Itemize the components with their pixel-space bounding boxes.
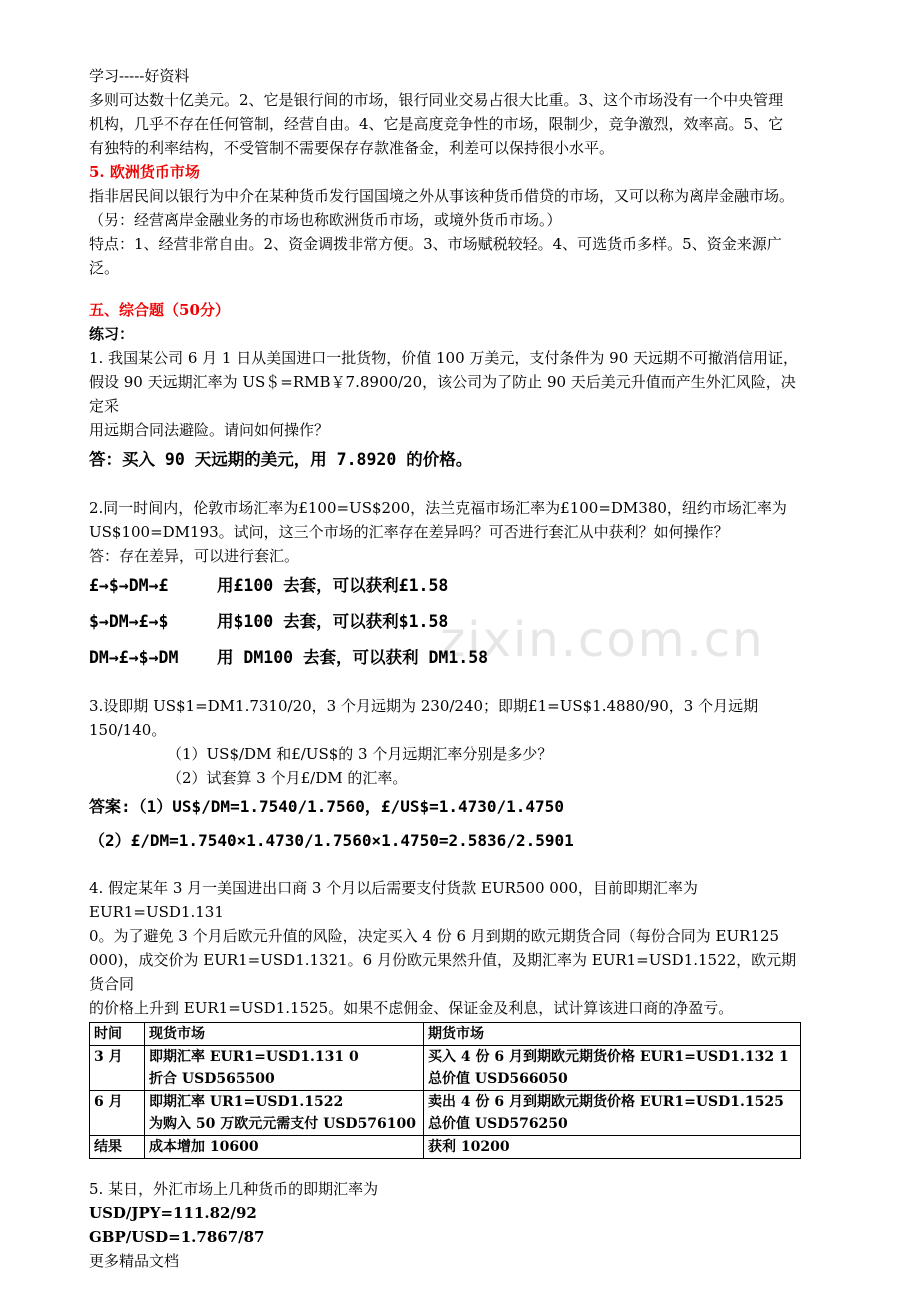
sec5-line: （另：经营离岸金融业务的市场也称欧洲货币市场，或境外货币市场。） [89, 211, 562, 229]
q2-line: 2.同一时间内，伦敦市场汇率为£100=US$200，法兰克福市场汇率为£100=DM380，纽约市场汇率为 [89, 499, 787, 517]
q3-answer: 答案:（1）US$/DM=1.7540/1.7560，£/US$=1.4730/1.4750 [89, 797, 564, 816]
table-row [90, 1091, 801, 1136]
table-header-row [90, 1023, 801, 1046]
arbitrage-route [89, 568, 801, 604]
q3-sub: （2）试套算 3 个月£/DM 的汇率。 [167, 769, 408, 787]
table-header: 现货市场 [145, 1023, 424, 1046]
arbitrage-route [89, 640, 801, 676]
route-desc: 用$100 去套，可以获利$1.58 [217, 612, 449, 631]
q3-line: 3.设即期 US$1=DM1.7310/20，3 个月远期为 230/240；即期£1=US$1.4880/90，3 个月远期 150/140。 [89, 697, 759, 739]
part-title-comprehensive: 五、综合题（50分） [89, 301, 230, 319]
cell-line: 获利 10200 [428, 1139, 510, 1155]
q1-line: 假设 90 天远期汇率为 US＄=RMB￥7.8900/20，该公司为了防止 90 天后美元升值而产生外汇风险，决定采 [89, 373, 796, 415]
table-row [90, 1136, 801, 1159]
table-cell-futures [424, 1046, 801, 1091]
table-cell-time: 结果 [90, 1136, 145, 1159]
table-cell-time: 6 月 [90, 1091, 145, 1136]
table-cell-futures [424, 1091, 801, 1136]
q2-line: 答：存在差异，可以进行套汇。 [89, 547, 300, 565]
cell-line: 成本增加 10600 [149, 1139, 259, 1155]
page-footer: 更多精品文档 [89, 1252, 180, 1270]
table-row [90, 1046, 801, 1091]
intro-line: 机构，几乎不存在任何管制，经营自由。4、它是高度竞争性的市场，限制少，竞争激烈，效率高。5、它 [89, 115, 784, 133]
q1-line: 1. 我国某公司 6 月 1 日从美国进口一批货物，价值 100 万美元，支付条件为 90 天远期不可撤消信用证， [89, 349, 799, 367]
cell-line: 即期汇率 EUR1=USD1.131 0 [149, 1049, 359, 1065]
q5-rate: USD/JPY=111.82/92 [89, 1204, 257, 1222]
table-cell-time: 3 月 [90, 1046, 145, 1091]
futures-hedge-table [89, 1022, 801, 1159]
cell-line: 折合 USD565500 [149, 1071, 275, 1087]
route-desc: 用 DM100 去套，可以获利 DM1.58 [217, 648, 489, 667]
route-path: DM→£→$→DM [89, 648, 179, 667]
table-cell-spot [145, 1136, 424, 1159]
q3-answer: （2）£/DM=1.7540×1.4730/1.7560×1.4750=2.5836/2.5901 [89, 831, 574, 850]
q4-line: 4. 假定某年 3 月一美国进出口商 3 个月以后需要支付货款 EUR500 000，目前即期汇率为 EUR1=USD1.131 [89, 879, 698, 921]
intro-line: 多则可达数十亿美元。2、它是银行间的市场，银行同业交易占很大比重。3、这个市场没有一个中央管理 [89, 91, 784, 109]
cell-line: 即期汇率 UR1=USD1.1522 [149, 1094, 344, 1110]
route-desc: 用£100 去套，可以获利£1.58 [217, 576, 449, 595]
q5-rate: GBP/USD=1.7867/87 [89, 1228, 265, 1246]
table-cell-spot [145, 1091, 424, 1136]
q4-line: 的价格上升到 EUR1=USD1.1525。如果不虑佣金、保证金及利息，试计算该进口商的净盈亏。 [89, 999, 734, 1017]
arbitrage-route [89, 604, 801, 640]
cell-line: 为购入 50 万欧元元需支付 USD576100 [149, 1116, 417, 1132]
route-path: £→$→DM→£ [89, 576, 169, 595]
sec5-line: 指非居民间以银行为中介在某种货币发行国国境之外从事该种货币借贷的市场，又可以称为离岸金融市场。 [89, 187, 795, 205]
intro-line: 有独特的利率结构，不受管制不需要保存存款准备金，利差可以保持很小水平。 [89, 139, 615, 157]
cell-line: 总价值 USD576250 [428, 1116, 568, 1132]
q1-line: 用远期合同法避险。请问如何操作？ [89, 421, 330, 439]
cell-line: 买入 4 份 6 月到期欧元期货价格 EUR1=USD1.132 1 [428, 1049, 789, 1065]
q3-sub: （1）US$/DM 和£/US$的 3 个月远期汇率分别是多少？ [167, 745, 553, 763]
sec5-line: 特点：1、经营非常自由。2、资金调拨非常方便。3、市场赋税较轻。4、可选货币多样。5、资金来源广 [89, 235, 782, 253]
q1-answer: 答：买入 90 天远期的美元，用 7.8920 的价格。 [89, 450, 473, 469]
table-header: 期货市场 [424, 1023, 801, 1046]
sec5-line: 泛。 [89, 259, 120, 277]
practice-label: 练习： [89, 325, 135, 343]
table-header: 时间 [90, 1023, 145, 1046]
q4-line: 0。为了避免 3 个月后欧元升值的风险，决定买入 4 份 6 月到期的欧元期货合同（每份合同为 EUR125 [89, 927, 780, 945]
table-cell-futures [424, 1136, 801, 1159]
cell-line: 总价值 USD566050 [428, 1071, 568, 1087]
table-cell-spot [145, 1046, 424, 1091]
watermark: zixin.com.cn [440, 612, 765, 668]
section-title-euro-market: 5. 欧洲货币市场 [89, 163, 200, 181]
document-page [89, 64, 801, 1273]
q2-line: US$100=DM193。试问，这三个市场的汇率存在差异吗？可否进行套汇从中获利？如何操作？ [89, 523, 729, 541]
cell-line: 卖出 4 份 6 月到期欧元期货价格 EUR1=USD1.1525 [428, 1094, 784, 1110]
route-path: $→DM→£→$ [89, 612, 169, 631]
page-header: 学习-----好资料 [89, 67, 190, 85]
q4-line: 000)，成交价为 EUR1=USD1.1321。6 月份欧元果然升值，及期汇率为 EUR1=USD1.1522，欧元期货合同 [89, 951, 797, 993]
q5-line: 5. 某日，外汇市场上几种货币的即期汇率为 [89, 1180, 379, 1198]
